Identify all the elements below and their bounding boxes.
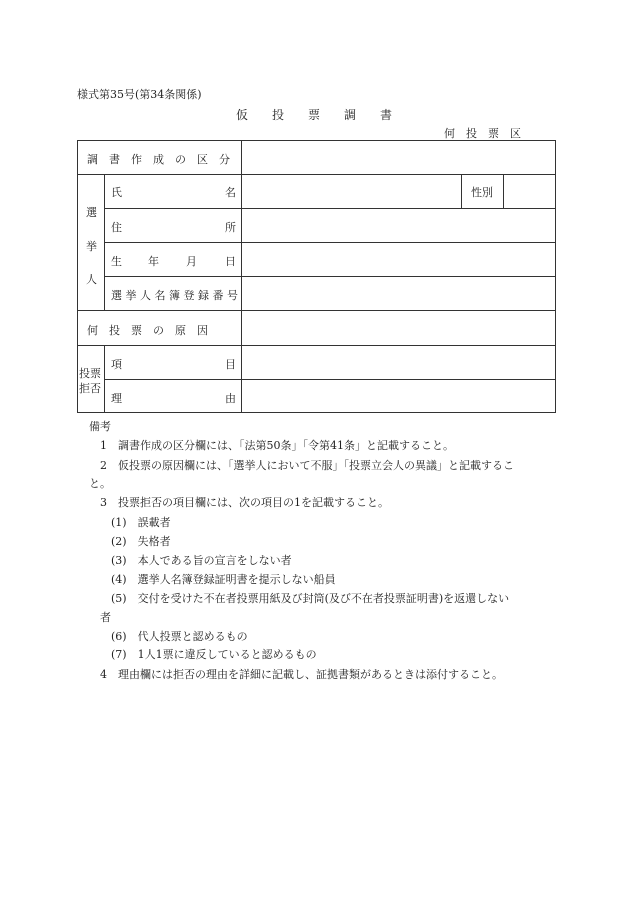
birthdate-label-char: 生 xyxy=(111,255,122,268)
remark-subitem: 者 xyxy=(100,611,111,624)
elector-group-char: 人 xyxy=(86,273,97,286)
birthdate-label-char: 日 xyxy=(225,255,236,268)
gender-field[interactable] xyxy=(504,175,555,207)
item-field[interactable] xyxy=(242,346,555,378)
elector-group-char: 挙 xyxy=(86,240,97,253)
form-number: 様式第35号(第34条関係) xyxy=(77,88,202,101)
registry-number-field[interactable] xyxy=(242,277,555,309)
remark-line: 4 理由欄には拒否の理由を詳細に記載し、証拠書類があるときは添付すること。 xyxy=(100,668,503,681)
name-label-first: 氏 xyxy=(111,186,122,199)
remark-subitem: (7) 1人1票に違反していると認めるもの xyxy=(111,648,317,661)
group-column-divider xyxy=(104,345,105,412)
birthdate-label-char: 月 xyxy=(186,255,197,268)
remark-subitem: (2) 失格者 xyxy=(111,535,171,548)
cause-label-first: 理 xyxy=(111,392,122,405)
remark-line: 1 調書作成の区分欄には、「法第50条」「令第41条」と記載すること。 xyxy=(100,439,454,452)
document-title: 仮 投 票 調 書 xyxy=(236,108,393,122)
remark-line: と。 xyxy=(89,477,111,490)
gender-divider xyxy=(461,174,462,208)
address-field[interactable] xyxy=(242,209,555,241)
remarks-heading: 備考 xyxy=(89,420,111,433)
remark-subitem: (4) 選挙人名簿登録証明書を提示しない船員 xyxy=(111,573,336,586)
address-label-first: 住 xyxy=(111,221,122,234)
birthdate-field[interactable] xyxy=(242,243,555,275)
group-column-divider xyxy=(104,174,105,310)
gender-label: 性別 xyxy=(471,186,493,199)
remark-subitem: (3) 本人である旨の宣言をしない者 xyxy=(111,554,292,567)
reason-label: 何 投 票 の 原 因 xyxy=(87,324,208,337)
remark-line: 2 仮投票の原因欄には、「選挙人において不服」「投票立会人の異議」と記載するこ xyxy=(100,459,514,472)
cause-label-last: 由 xyxy=(225,392,236,405)
record-form-table xyxy=(77,140,556,413)
registry-number-label: 選挙人名簿登録番号 xyxy=(111,289,242,302)
category-label: 調 書 作 成 の 区 分 xyxy=(87,153,230,166)
name-field[interactable] xyxy=(242,175,460,207)
reason-field[interactable] xyxy=(242,311,555,344)
cause-field[interactable] xyxy=(242,380,555,412)
item-label-first: 項 xyxy=(111,358,122,371)
polling-district-line: 何 投 票 区 xyxy=(444,127,521,140)
address-label-last: 所 xyxy=(225,221,236,234)
remark-subitem: (1) 誤載者 xyxy=(111,516,171,529)
remark-subitem: (6) 代人投票と認めるもの xyxy=(111,630,248,643)
refusal-group-label: 投票 xyxy=(79,367,101,380)
name-label-last: 名 xyxy=(225,186,236,199)
birthdate-label-char: 年 xyxy=(148,255,159,268)
item-label-last: 目 xyxy=(225,358,236,371)
remark-line: 3 投票拒否の項目欄には、次の項目の1を記載すること。 xyxy=(100,496,389,509)
refusal-group-label: 拒否 xyxy=(79,382,101,395)
elector-group-char: 選 xyxy=(86,206,97,219)
remark-subitem: (5) 交付を受けた不在者投票用紙及び封筒(及び不在者投票証明書)を返還しない xyxy=(111,592,510,605)
